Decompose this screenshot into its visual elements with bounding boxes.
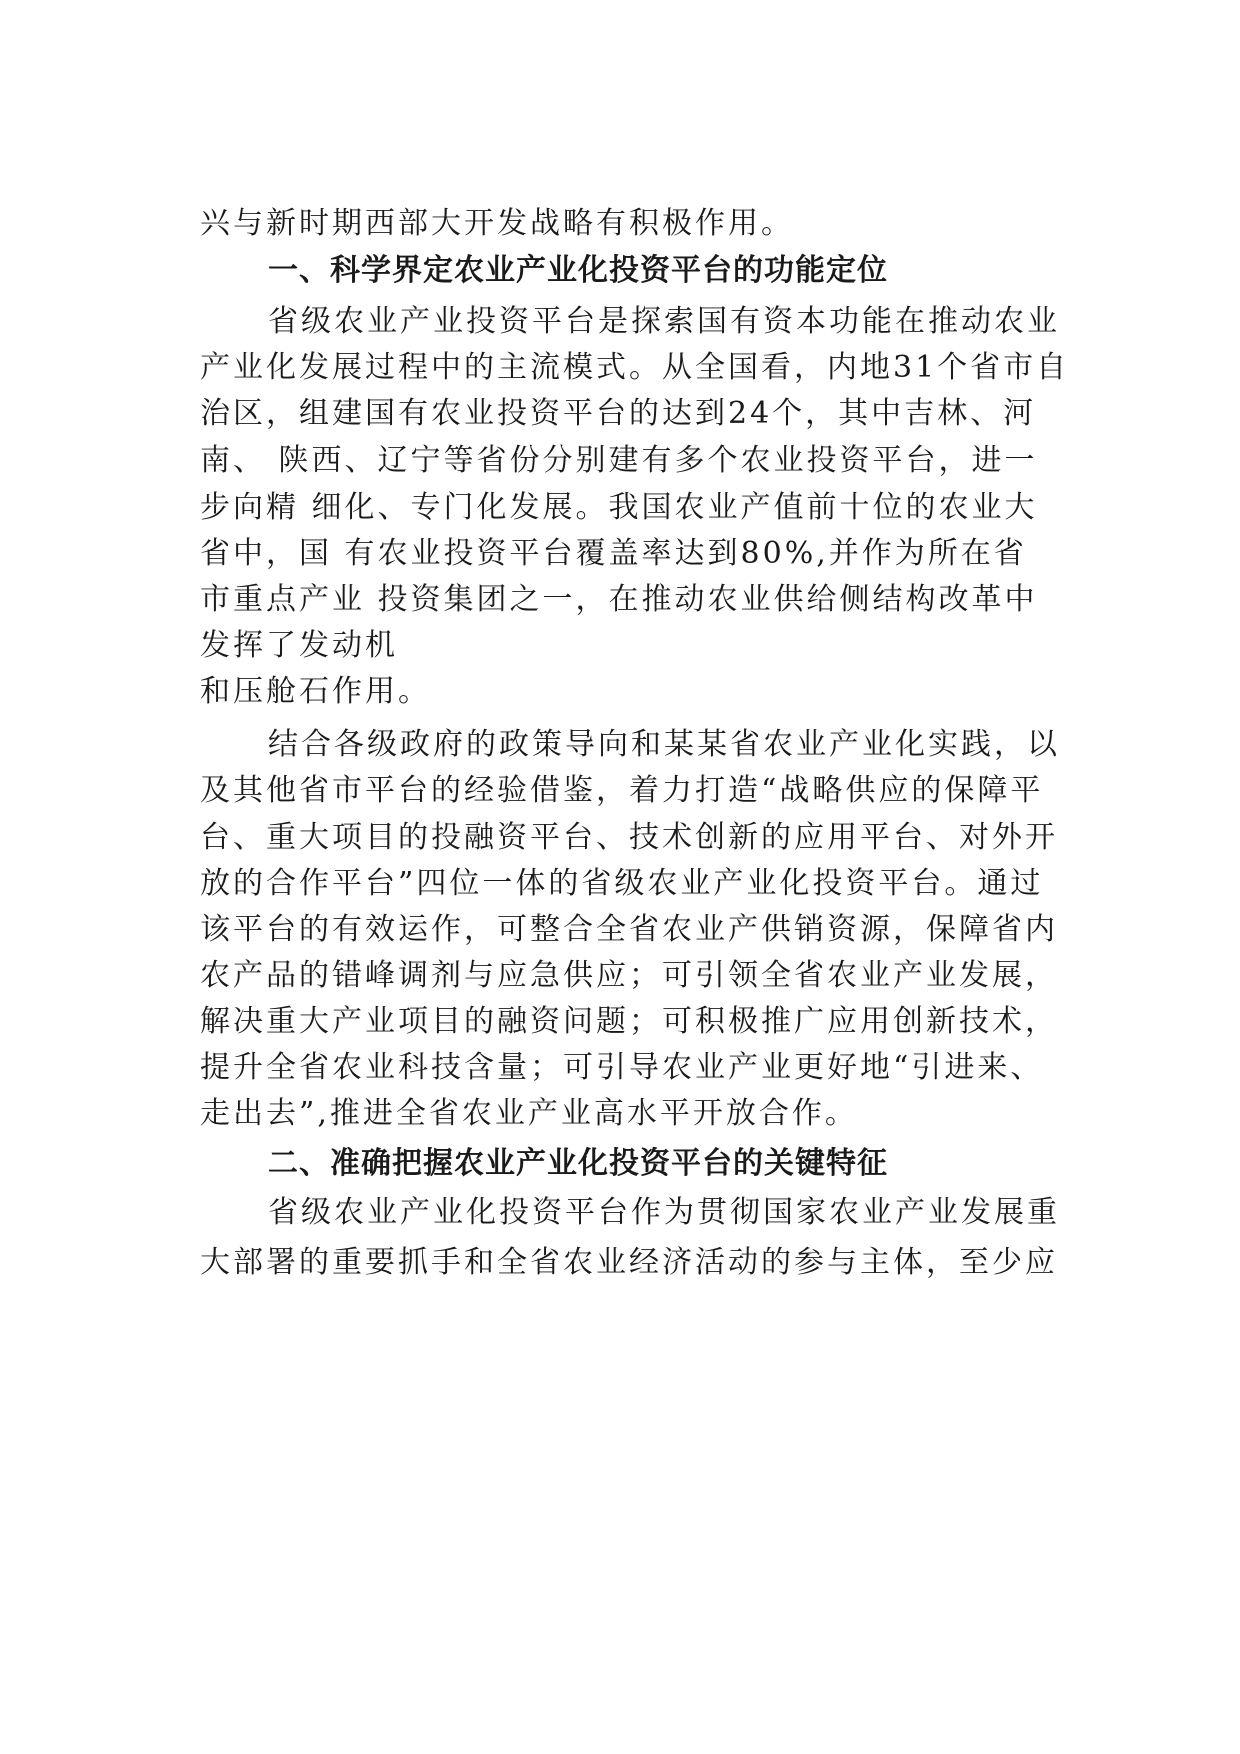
section-1-para-2-line-6: 农产品的错峰调剂与应急供应；可引领全省农业产业发展， bbox=[200, 958, 1058, 993]
section-1-para-1-line-7: 市重点产业 投资集团之一，在推动农业供给侧结构改革中 bbox=[200, 582, 1038, 617]
section-1-heading: 一、科学界定农业产业化投资平台的功能定位 bbox=[268, 253, 888, 288]
section-2-para-1-line-1: 省级农业产业化投资平台作为贯彻国家农业产业发展重 bbox=[268, 1195, 1060, 1230]
section-2-para-1-line-2: 大部署的重要抓手和全省农业经济活动的参与主体，至少应 bbox=[200, 1245, 1058, 1280]
section-1-para-1-line-4: 南、 陕西、辽宁等省份分别建有多个农业投资平台，进一 bbox=[200, 443, 1038, 478]
section-1-para-1-line-2: 产业化发展过程中的主流模式。从全国看，内地31个省市自 bbox=[200, 350, 1070, 385]
section-1-para-1-line-5: 步向精 细化、专门化发展。我国农业产值前十位的农业大 bbox=[200, 490, 1038, 525]
section-1-para-1-line-9: 和压舱石作用。 bbox=[200, 674, 431, 709]
section-1-para-2-line-3: 台、重大项目的投融资平台、技术创新的应用平台、对外开 bbox=[200, 820, 1058, 855]
section-1-para-2-line-1: 结合各级政府的政策导向和某某省农业产业化实践，以 bbox=[268, 727, 1060, 762]
section-1-para-2-line-8: 提升全省农业科技含量；可引导农业产业更好地“引进来、 bbox=[200, 1050, 1044, 1085]
section-1-para-2-line-9: 走出去”,推进全省农业产业高水平开放合作。 bbox=[200, 1096, 858, 1131]
section-1-para-1-line-3: 治区，组建国有农业投资平台的达到24个，其中吉林、河 bbox=[200, 396, 1037, 431]
section-1-para-2-line-5: 该平台的有效运作，可整合全省农业产供销资源，保障省内 bbox=[200, 912, 1058, 947]
intro-tail-line: 兴与新时期西部大开发战略有积极作用。 bbox=[200, 206, 794, 241]
section-1-para-2-line-2: 及其他省市平台的经验借鉴，着力打造“战略供应的保障平 bbox=[200, 773, 1044, 808]
section-1-para-1-line-6: 省中，国 有农业投资平台覆盖率达到80%,并作为所在省 bbox=[200, 536, 1027, 571]
section-1-para-2-line-7: 解决重大产业项目的融资问题；可积极推广应用创新技术， bbox=[200, 1004, 1058, 1039]
section-2-heading: 二、准确把握农业产业化投资平台的关键特征 bbox=[268, 1146, 888, 1181]
section-1-para-2-line-4: 放的合作平台”四位一体的省级农业产业化投资平台。通过 bbox=[200, 866, 1044, 901]
section-1-para-1-line-1: 省级农业产业投资平台是探索国有资本功能在推动农业 bbox=[268, 304, 1060, 339]
section-1-para-1-line-8: 发挥了发动机 bbox=[200, 628, 398, 663]
